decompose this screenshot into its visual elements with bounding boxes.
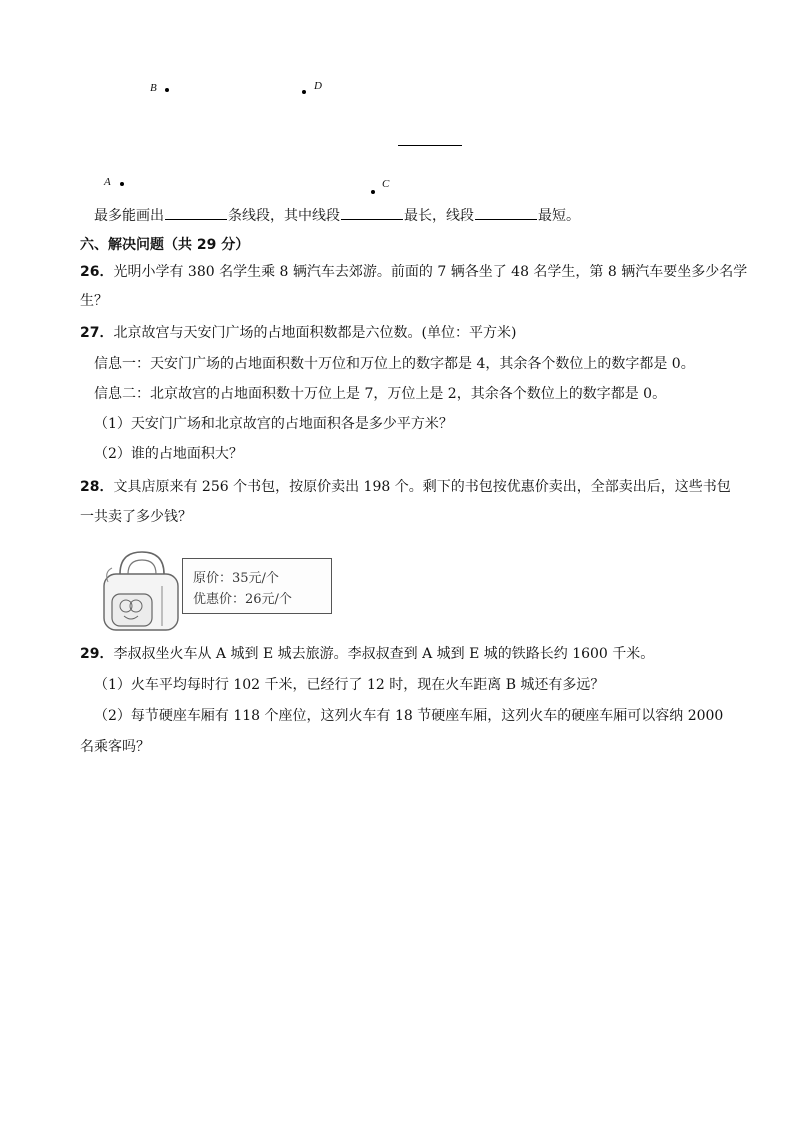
price-box: [182, 558, 332, 614]
point-label-a: A: [104, 176, 111, 188]
q27-info-2: 信息二：北京故宫的占地面积数十万位上是 7，万位上是 2，其余各个数位上的数字都是 0。: [94, 386, 667, 402]
point-label-d: D: [314, 80, 322, 92]
q29-sub-1: （1）火车平均每时行 102 千米，已经行了 12 时，现在火车距离 B 城还有多远？: [94, 677, 605, 693]
q25-text-3: 最长，线段: [404, 208, 474, 224]
blank-longest-segment[interactable]: [341, 205, 403, 220]
q25-text-4: 最短。: [538, 208, 580, 224]
q29-stem: [80, 644, 654, 664]
q29-number: 29．: [80, 646, 114, 662]
q28-text-1: 文具店原来有 256 个书包，按原价卖出 198 个。剩下的书包按优惠价卖出，全部卖出后，这些书包: [113, 479, 731, 495]
q27-stem-text: 北京故宫与天安门广场的占地面积数都是六位数。(单位：平方米): [113, 325, 517, 341]
q29-sub-2-line-2: 名乘客吗？: [80, 739, 150, 755]
point-label-b: B: [150, 82, 157, 94]
q25-text-1: 最多能画出: [94, 208, 164, 224]
blank-shortest-segment[interactable]: [475, 205, 537, 220]
backpack-icon: [98, 546, 186, 636]
q29-sub-2-line-1: （2）每节硬座车厢有 118 个座位，这列火车有 18 节硬座车厢，这列火车的硬座车厢可以容纳 2000: [94, 708, 724, 724]
short-rule: [398, 145, 462, 146]
price-discount: 优惠价：26元/个: [193, 592, 292, 607]
q28-line-1: [80, 477, 731, 497]
q29-stem-text: 李叔叔坐火车从 A 城到 E 城去旅游。李叔叔查到 A 城到 E 城的铁路长约 1600 千米。: [113, 646, 655, 662]
q26-number: 26．: [80, 264, 114, 280]
q27-sub-1: （1）天安门广场和北京故宫的占地面积各是多少平方米？: [94, 416, 453, 432]
q26-line-1: [80, 262, 747, 282]
point-d: [302, 90, 306, 94]
q28-line-2: 一共卖了多少钱？: [80, 509, 192, 525]
q27-stem: [80, 323, 516, 343]
q25-text-2: 条线段，其中线段: [228, 208, 340, 224]
blank-segment-count[interactable]: [165, 205, 227, 220]
point-c: [371, 190, 375, 194]
point-b: [165, 88, 169, 92]
backpack-figure: [98, 546, 338, 636]
q27-info-1: 信息一：天安门广场的占地面积数十万位和万位上的数字都是 4，其余各个数位上的数字都是 0。: [94, 356, 695, 372]
q27-number: 27．: [80, 325, 114, 341]
q28-number: 28．: [80, 479, 114, 495]
point-label-c: C: [382, 178, 390, 190]
q25-answer-line: [94, 205, 580, 226]
q27-sub-2: （2）谁的占地面积大？: [94, 446, 243, 462]
section-6-title: 六、解决问题（共 29 分）: [80, 237, 250, 253]
q26-text-1: 光明小学有 380 名学生乘 8 辆汽车去郊游。前面的 7 辆各坐了 48 名学生，第 8 辆汽车要坐多少名学: [113, 264, 748, 280]
q26-line-2: 生？: [80, 293, 108, 309]
point-a: [120, 182, 124, 186]
points-figure: [95, 70, 455, 200]
price-original: 原价：35元/个: [193, 571, 279, 586]
